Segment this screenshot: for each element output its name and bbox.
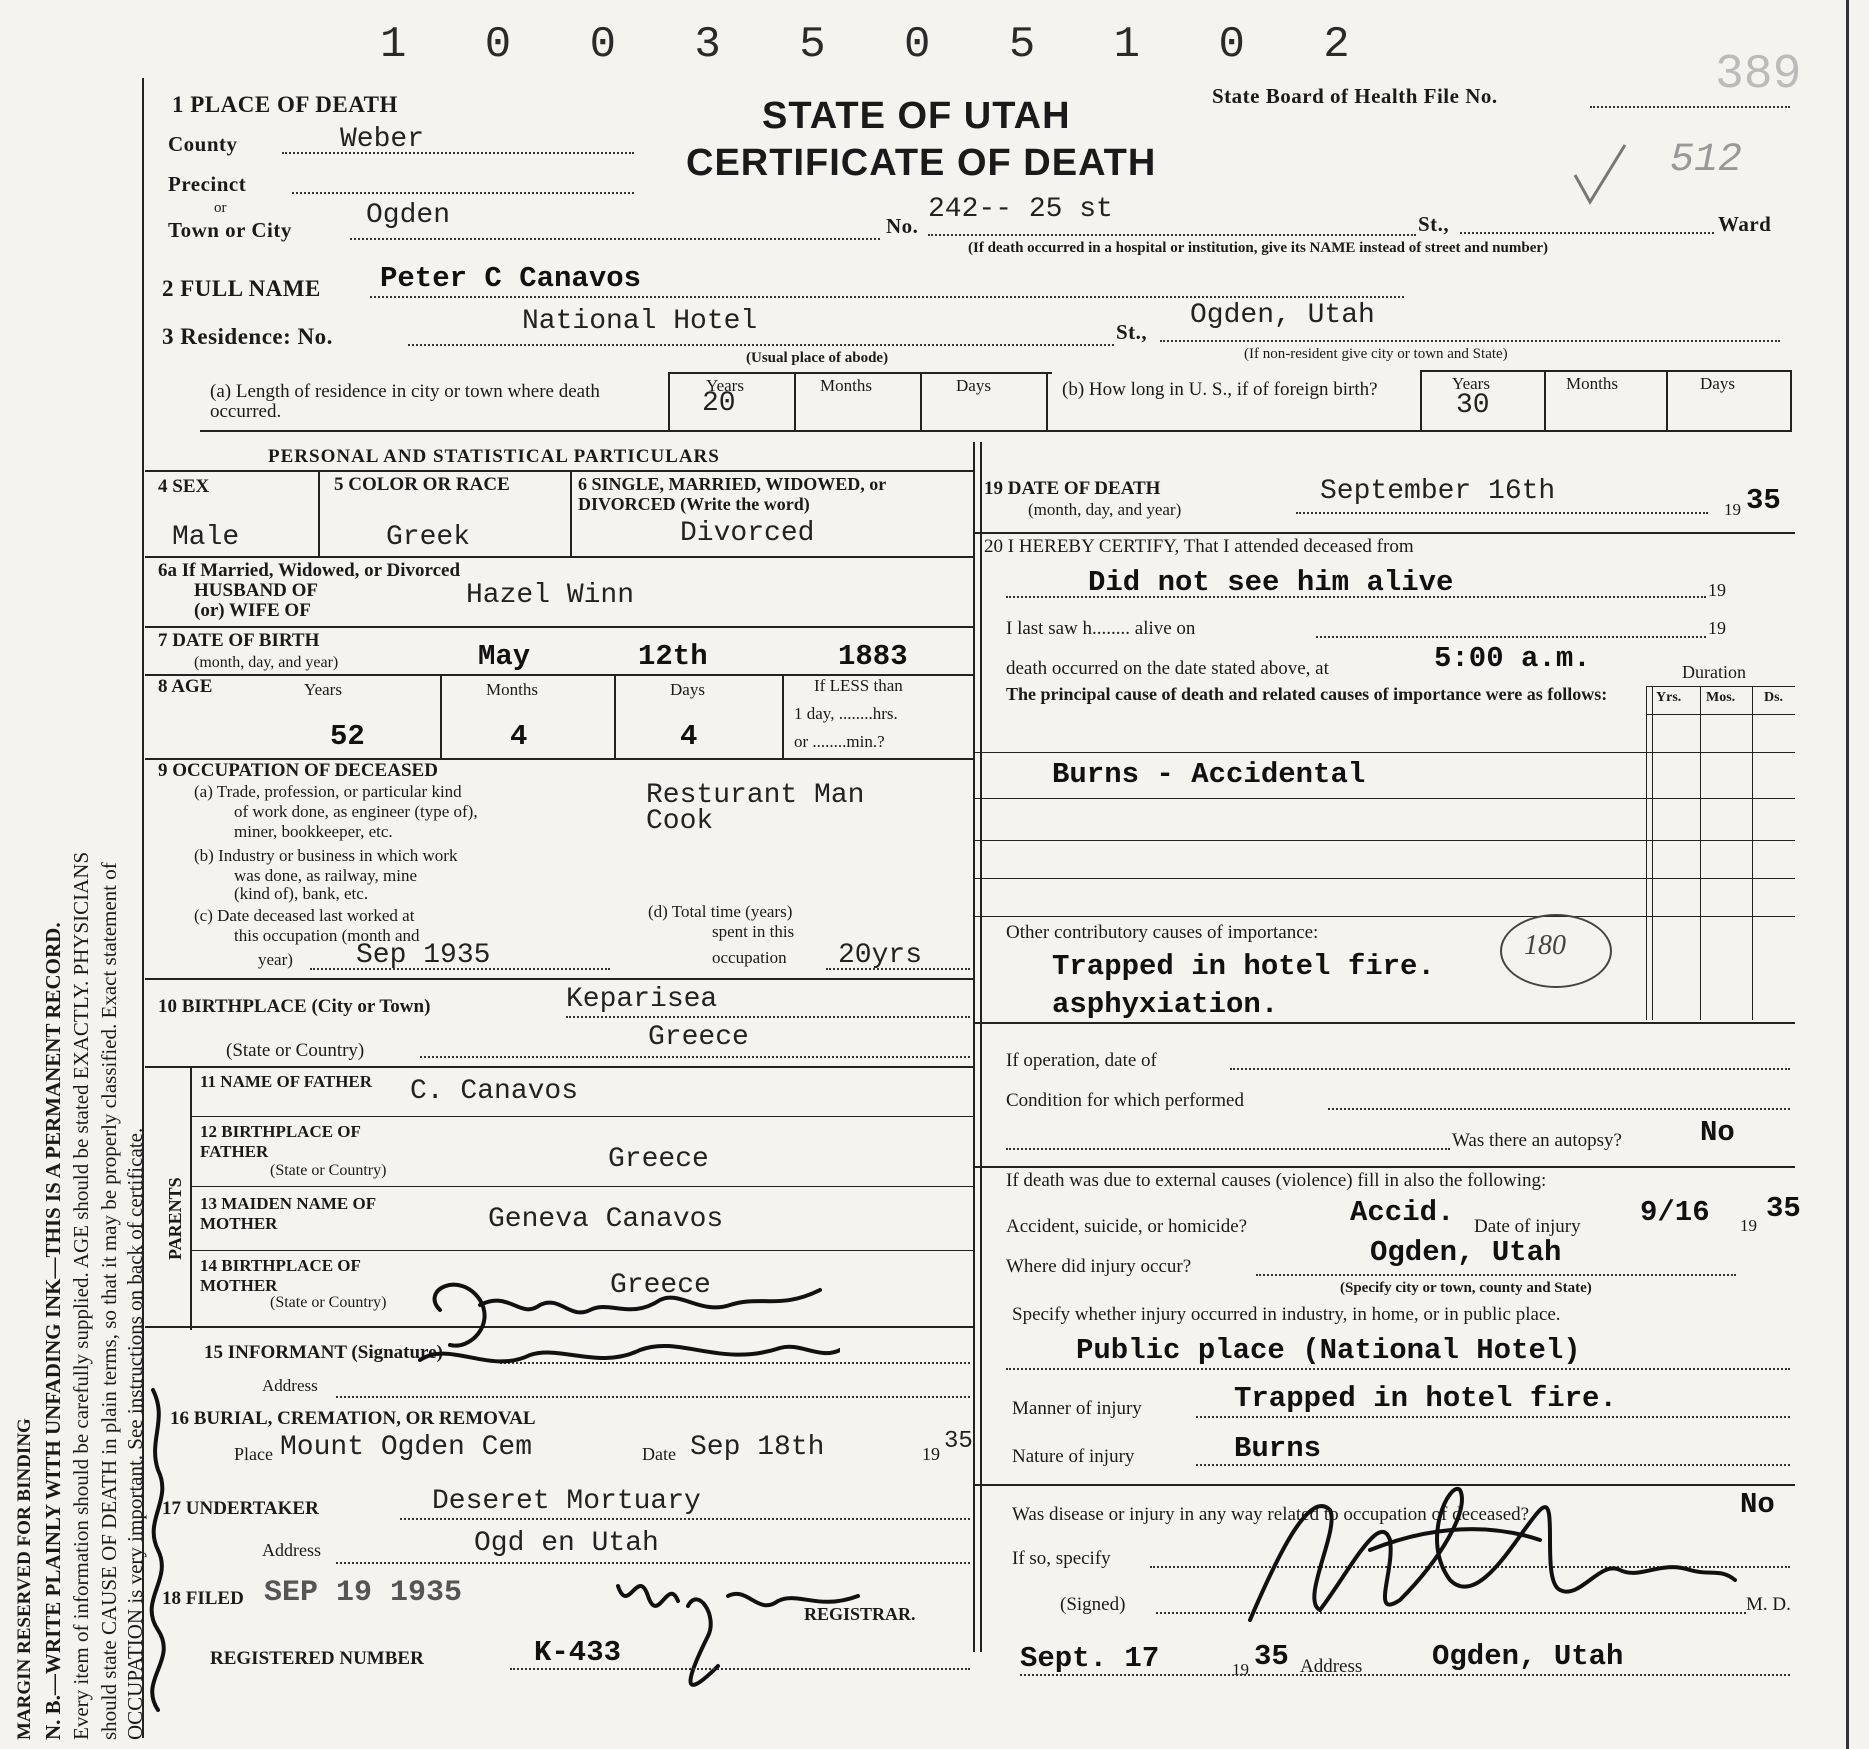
precinct-line	[292, 192, 634, 194]
length-b-years-label: Years	[1452, 374, 1490, 393]
age-label: 8 AGE	[158, 676, 213, 697]
father-value: C. Canavos	[410, 1076, 579, 1107]
sex-label: 4 SEX	[158, 476, 210, 497]
burial-place-label: Place	[234, 1444, 273, 1464]
spouse-label3: (or) WIFE OF	[194, 600, 311, 621]
name-label: 2 FULL NAME	[162, 276, 321, 301]
length-col1	[668, 372, 670, 430]
or-label: or	[214, 200, 227, 216]
age-col3	[782, 674, 784, 758]
center-divider	[973, 442, 975, 1652]
file-no-value: 389	[1715, 48, 1802, 102]
circled-value: 180	[1524, 930, 1566, 961]
town-line	[350, 238, 880, 240]
inj-date-label: Date of injury	[1474, 1216, 1581, 1237]
title-line2: CERTIFICATE OF DEATH	[686, 142, 1157, 184]
cause-row5	[975, 916, 1795, 917]
length-b-col1	[1420, 370, 1422, 430]
manner-label: Manner of injury	[1012, 1398, 1142, 1419]
bp-state: Greece	[648, 1022, 749, 1053]
no-label: No.	[886, 214, 919, 238]
parents-side-label: PARENTS	[165, 1177, 185, 1260]
death-year: 35	[1746, 484, 1781, 517]
name-value: Peter C Canavos	[380, 262, 642, 295]
occ-a2: of work done, as engineer (type of),	[234, 802, 478, 821]
marital-value: Divorced	[680, 518, 815, 549]
occ-d-value: 20yrs	[838, 940, 923, 971]
length-b-col2	[1544, 370, 1546, 430]
father-bp-label: 12 BIRTHPLACE OF FATHER	[200, 1122, 361, 1161]
death-date-sub: (month, day, and year)	[1028, 500, 1182, 519]
death-date-value: September 16th	[1320, 476, 1556, 507]
signed-year: 35	[1254, 1640, 1289, 1673]
cause-row4	[975, 878, 1795, 879]
inj-year-prefix: 19	[1740, 1216, 1757, 1235]
occ-c-line	[310, 968, 610, 970]
length-a-label: (a) Length of residence in city or town where death occurred.	[210, 381, 600, 422]
ward-line	[1460, 232, 1714, 234]
duration-col1	[1646, 686, 1647, 1020]
length-years-label: Years	[706, 376, 744, 395]
death-year-prefix: 19	[1724, 500, 1741, 519]
duration-ds: Ds.	[1764, 690, 1784, 705]
undertaker-address: Ogd en Utah	[474, 1528, 659, 1559]
age-years: 52	[330, 720, 365, 753]
county-line	[282, 152, 634, 154]
autopsy-line	[1006, 1148, 1450, 1150]
serial-number: 1 0 0 3 5 0 5 1 0 2	[380, 20, 1376, 70]
mother-bp-value: Greece	[610, 1270, 711, 1301]
spouse-label2: HUSBAND OF	[194, 580, 319, 601]
occ-related-value: No	[1740, 1488, 1775, 1521]
burial-date-label: Date	[642, 1444, 676, 1464]
signed-address-line	[1020, 1674, 1790, 1676]
margin-note-2: Every item of information should be carefully supplied. AGE should be stated EXACTLY. PHYSICIANS	[69, 851, 93, 1740]
last-saw-label: I last saw h........ alive on	[1006, 618, 1196, 639]
length-b-years: 30	[1456, 390, 1490, 421]
town-label: Town or City	[168, 218, 292, 242]
residence-label: 3 Residence: No.	[162, 324, 333, 349]
occ-c3: year)	[258, 950, 293, 969]
mother-label: 13 MAIDEN NAME OF MOTHER	[200, 1194, 376, 1233]
age-col2	[614, 674, 616, 758]
length-top-b	[1420, 370, 1792, 372]
length-col2	[794, 372, 796, 430]
town-value: Ogden	[366, 200, 451, 231]
margin-note-1: N. B.—WRITE PLAINLY WITH UNFADING INK—THIS IS A PERMANENT RECORD.	[41, 922, 65, 1740]
place-heading: 1 PLACE OF DEATH	[172, 92, 398, 117]
specify-value: Public place (National Hotel)	[1076, 1334, 1581, 1367]
certify-line	[1006, 596, 1706, 598]
duration-mos: Mos.	[1706, 690, 1736, 705]
birth-day: 12th	[638, 640, 708, 673]
death-occurred-label: death occurred on the date stated above, at	[1006, 658, 1329, 679]
other-2: asphyxiation.	[1052, 988, 1279, 1021]
age-days: 4	[680, 720, 698, 753]
residence-line	[408, 344, 1114, 346]
undertaker-line	[400, 1518, 970, 1520]
frame-right	[1846, 0, 1849, 1749]
registered-value: K-433	[534, 1636, 622, 1669]
occ-heading: 9 OCCUPATION OF DECEASED	[158, 760, 438, 781]
death-time: 5:00 a.m.	[1434, 642, 1591, 675]
where-value: Ogden, Utah	[1370, 1236, 1562, 1269]
cause-label: The principal cause of death and related causes of importance were as follows:	[1006, 684, 1608, 704]
mother-bp-sub: (State or Country)	[270, 1294, 387, 1311]
occ-a: (a) Trade, profession, or particular kind	[194, 782, 462, 801]
age-months-label: Months	[486, 680, 538, 699]
occ-d3: occupation	[712, 948, 787, 967]
specify-label: Specify whether injury occurred in industry, in home, or in public place.	[1012, 1304, 1561, 1325]
age-days-label: Days	[670, 680, 705, 699]
nature-label: Nature of injury	[1012, 1446, 1135, 1467]
check-mark-icon	[1570, 140, 1630, 210]
race-col	[570, 470, 572, 556]
undertaker-value: Deseret Mortuary	[432, 1486, 701, 1517]
center-divider-2	[980, 442, 982, 1652]
age-col1	[440, 674, 442, 758]
informant-label: 15 INFORMANT (Signature)	[204, 1342, 443, 1363]
occ-value1: Resturant Man	[646, 780, 865, 811]
duration-label: Duration	[1682, 662, 1746, 682]
acc-label: Accident, suicide, or homicide?	[1006, 1216, 1248, 1237]
burial-date: Sep 18th	[690, 1432, 825, 1463]
length-top	[668, 372, 1052, 374]
mother-value: Geneva Canavos	[488, 1204, 724, 1235]
race-label: 5 COLOR OR RACE	[334, 474, 510, 495]
autopsy-label: Was there an autopsy?	[1452, 1130, 1622, 1151]
county-value: Weber	[340, 124, 425, 155]
length-years: 20	[702, 388, 736, 419]
pencil-mark: 512	[1670, 138, 1743, 183]
occ-c-value: Sep 1935	[356, 940, 491, 971]
occ-d-line	[826, 968, 970, 970]
duration-top	[1646, 686, 1795, 687]
other-1: Trapped in hotel fire.	[1052, 950, 1435, 983]
bp-state-label: (State or Country)	[226, 1040, 365, 1061]
cause-row3	[975, 840, 1795, 841]
duration-col2	[1700, 686, 1701, 1020]
ward-label: Ward	[1718, 212, 1772, 236]
occ-b: (b) Industry or business in which work	[194, 846, 458, 865]
undertaker-address-label: Address	[262, 1540, 321, 1560]
cause-bottom	[975, 1022, 1795, 1024]
personal-heading: PERSONAL AND STATISTICAL PARTICULARS	[268, 446, 720, 467]
county-label: County	[168, 132, 238, 156]
sex-col	[318, 470, 320, 556]
margin-signature	[118, 1380, 188, 1720]
occ-c: (c) Date deceased last worked at	[194, 906, 415, 925]
hospital-note: (If death occurred in a hospital or institution, give its NAME instead of street and number)	[968, 240, 1549, 256]
father-bottom	[190, 1116, 973, 1117]
age-years-label: Years	[304, 680, 342, 699]
parents-col	[190, 1066, 192, 1330]
registrar-signature	[598, 1556, 868, 1706]
occ-b2: was done, as railway, mine	[234, 866, 418, 885]
spouse-bottom	[145, 626, 973, 628]
race-value: Greek	[386, 522, 471, 553]
abode-note: (Usual place of abode)	[746, 350, 889, 366]
sex-value: Male	[172, 522, 240, 553]
bp-label: 10 BIRTHPLACE (City or Town)	[158, 996, 431, 1017]
margin-note-3: should state CAUSE OF DEATH in plain terms, so that it may be properly classified. Exact statement of	[97, 862, 121, 1740]
undertaker-label: 17 UNDERTAKER	[162, 1498, 319, 1519]
bp-city-line	[566, 1016, 970, 1018]
age-months: 4	[510, 720, 528, 753]
last-saw-line	[1316, 636, 1706, 638]
st-label: St.,	[1418, 212, 1450, 236]
if-so-label: If so, specify	[1012, 1548, 1111, 1569]
occ-value2: Cook	[646, 806, 714, 837]
duration-yrs: Yrs.	[1656, 690, 1682, 705]
cond-line	[1328, 1108, 1790, 1110]
personal-heading-line	[145, 470, 973, 472]
duration-header-bottom	[1646, 714, 1795, 715]
certify-label: 20 I HEREBY CERTIFY, That I attended deceased from	[984, 536, 1414, 557]
burial-label: 16 BURIAL, CREMATION, OR REMOVAL	[170, 1408, 536, 1429]
occ-related-label: Was disease or injury in any way related to occupation of deceased?	[1012, 1504, 1530, 1525]
cause-row2	[975, 798, 1795, 799]
residence-st-label: St.,	[1116, 320, 1148, 344]
where-line	[1256, 1274, 1736, 1276]
residence-city-line	[1160, 340, 1780, 342]
where-label: Where did injury occur?	[1006, 1256, 1192, 1277]
birth-month: May	[478, 640, 531, 673]
burial-year: 35	[944, 1428, 973, 1455]
no-value: 242-- 25 st	[928, 194, 1113, 225]
marital-label: 6 SINGLE, MARRIED, WIDOWED, or DIVORCED (Write the word)	[578, 474, 886, 514]
registered-line	[510, 1668, 970, 1670]
burial-place: Mount Ogden Cem	[280, 1432, 533, 1463]
manner-value: Trapped in hotel fire.	[1234, 1382, 1617, 1415]
autopsy-bottom	[975, 1166, 1795, 1168]
manner-line	[1196, 1416, 1790, 1418]
margin-reserved: MARGIN RESERVED FOR BINDING	[14, 1418, 35, 1740]
bp-state-line	[420, 1056, 970, 1058]
precinct-label: Precinct	[168, 172, 247, 196]
signed-address-label: Address	[1300, 1656, 1363, 1677]
occ-bottom	[145, 978, 973, 980]
nonres-note: (If non-resident give city or town and State)	[1244, 346, 1508, 362]
occ-b3: (kind of), bank, etc.	[234, 884, 369, 903]
cause-row1	[975, 752, 1795, 753]
inj-date: 9/16	[1640, 1196, 1710, 1229]
age-day-label: 1 day, ........hrs.	[794, 704, 898, 723]
occ-d: (d) Total time (years)	[648, 902, 793, 921]
inj-year: 35	[1766, 1192, 1801, 1225]
informant-address-line	[336, 1396, 970, 1398]
length-b-months-label: Months	[1566, 374, 1618, 393]
where-note: (Specify city or town, county and State)	[1340, 1280, 1592, 1296]
length-bottom	[200, 430, 1792, 432]
length-col3	[920, 372, 922, 430]
birth-label: 7 DATE OF BIRTH	[158, 630, 320, 651]
file-no-line	[1590, 106, 1790, 108]
length-days-label: Days	[956, 376, 991, 395]
margin-note-4: OCCUPATION is very important. See instructions on back of certificate.	[123, 1127, 147, 1740]
duration-col1b	[1652, 686, 1653, 1020]
name-line	[370, 296, 1404, 298]
cause-value: Burns - Accidental	[1052, 758, 1366, 791]
acc-value: Accid.	[1350, 1196, 1455, 1229]
occ-c2: this occupation (month and	[234, 926, 420, 945]
death-date-label: 19 DATE OF DEATH	[984, 478, 1161, 499]
autopsy-value: No	[1700, 1116, 1735, 1149]
bp-bottom	[145, 1066, 973, 1068]
specify-line	[1006, 1368, 1790, 1370]
informant-address-label: Address	[262, 1376, 318, 1395]
other-label: Other contributory causes of importance:	[1006, 922, 1319, 943]
md-label: M. D.	[1746, 1594, 1791, 1615]
cond-label: Condition for which performed	[1006, 1090, 1244, 1111]
physician-signature	[1220, 1450, 1740, 1650]
nature-value: Burns	[1234, 1432, 1322, 1465]
length-b-days-label: Days	[1700, 374, 1735, 393]
signed-label: (Signed)	[1060, 1594, 1126, 1615]
father-bp-bottom	[190, 1186, 973, 1187]
certify-value: Did not see him alive	[1088, 566, 1454, 599]
signed-year-prefix: 19	[1232, 1660, 1249, 1679]
file-no-label: State Board of Health File No.	[1212, 84, 1498, 108]
occ-d2: spent in this	[712, 922, 795, 941]
op-label: If operation, date of	[1006, 1050, 1157, 1071]
spouse-label1: 6a If Married, Widowed, or Divorced	[158, 560, 461, 581]
length-col4	[1046, 372, 1048, 430]
sex-bottom	[145, 556, 973, 558]
length-months-label: Months	[820, 376, 872, 395]
no-line	[928, 234, 1416, 236]
title-line1: STATE OF UTAH	[762, 95, 1071, 137]
length-b-label: (b) How long in U. S., if of foreign birth?	[1062, 379, 1378, 400]
length-b-col4	[1790, 370, 1792, 430]
spouse-value: Hazel Winn	[466, 580, 635, 611]
last-saw-year: 19	[1708, 618, 1726, 638]
residence-no: National Hotel	[522, 306, 758, 337]
external-label: If death was due to external causes (violence) fill in also the following:	[1006, 1170, 1547, 1191]
residence-city: Ogden, Utah	[1190, 300, 1375, 331]
registrar-label: REGISTRAR.	[804, 1604, 916, 1624]
birth-year: 1883	[838, 640, 908, 673]
mother-bp-label: 14 BIRTHPLACE OF MOTHER	[200, 1256, 361, 1295]
filed-label: 18 FILED	[162, 1588, 244, 1609]
father-bp-sub: (State or Country)	[270, 1162, 387, 1179]
registered-label: REGISTERED NUMBER	[210, 1648, 424, 1669]
op-line	[1230, 1068, 1790, 1070]
duration-col3	[1752, 686, 1753, 1020]
length-b-col3	[1666, 370, 1668, 430]
filed-date: SEP 19 1935	[264, 1576, 463, 1610]
death-date-line	[1296, 512, 1708, 514]
age-min-label: or ........min.?	[794, 732, 885, 751]
signed-address: Ogden, Utah	[1432, 1640, 1624, 1673]
death-date-bottom	[975, 532, 1795, 534]
signed-date: Sept. 17	[1020, 1642, 1160, 1675]
burial-year-prefix: 19	[922, 1444, 940, 1464]
father-bp-value: Greece	[608, 1144, 709, 1175]
birth-sub: (month, day, and year)	[194, 654, 339, 671]
father-label: 11 NAME OF FATHER	[200, 1072, 373, 1091]
certify-year-suffix: 19	[1708, 580, 1726, 600]
age-less-label: If LESS than	[814, 676, 903, 695]
bp-city: Keparisea	[566, 984, 718, 1015]
occ-a3: miner, bookkeeper, etc.	[234, 822, 393, 841]
informant-signature	[400, 1250, 840, 1380]
